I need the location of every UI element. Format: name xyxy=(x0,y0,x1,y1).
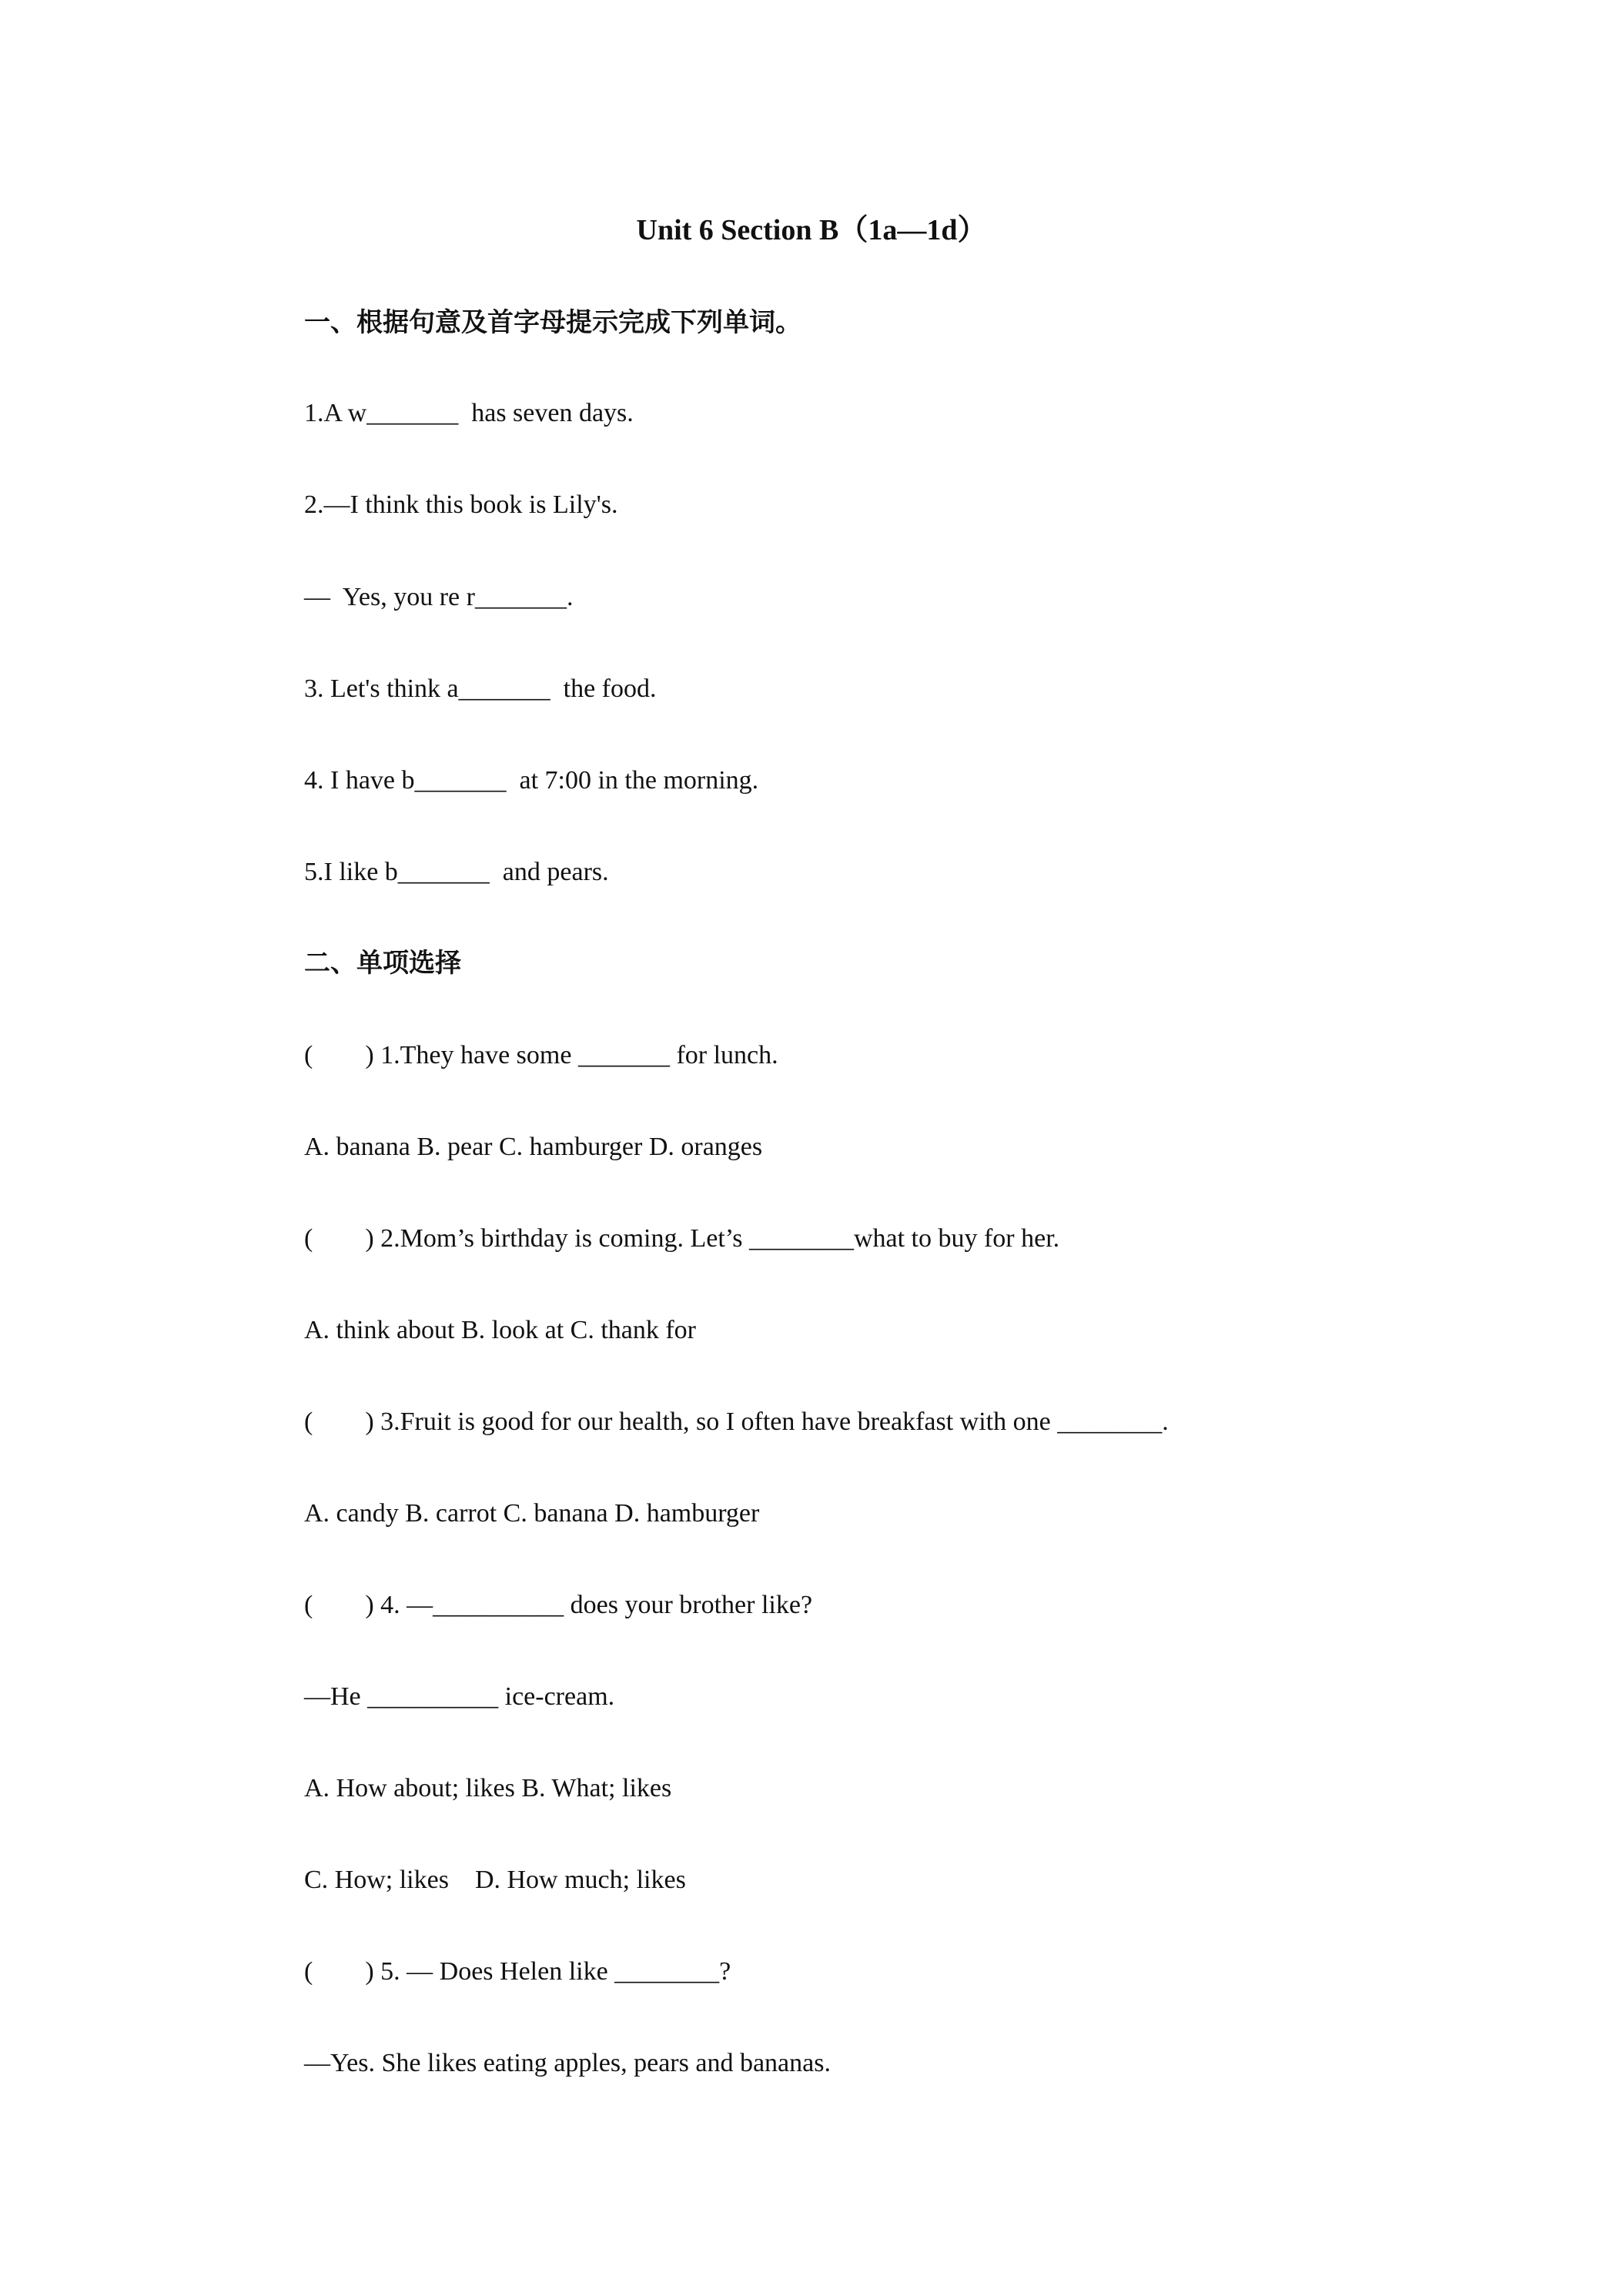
section-1-item: 2.—I think this book is Lily's. xyxy=(304,490,618,519)
section-2-options: A. banana B. pear C. hamburger D. oranges xyxy=(304,1133,763,1161)
section-2-options: A. candy B. carrot C. banana D. hamburger xyxy=(304,1499,760,1528)
section-2-question: ( ) 3.Fruit is good for our health, so I often have breakfast with one ________. xyxy=(304,1407,1169,1436)
section-2-options: C. How; likes D. How much; likes xyxy=(304,1866,686,1894)
section-2-question: —He __________ ice-cream. xyxy=(304,1682,615,1711)
section-1-heading: 一、根据句意及首字母提示完成下列单词。 xyxy=(304,307,801,338)
section-1-item: 1.A w_______ has seven days. xyxy=(304,399,634,427)
section-2-question: ( ) 4. —__________ does your brother like? xyxy=(304,1591,813,1619)
section-2-options: A. How about; likes B. What; likes xyxy=(304,1774,672,1802)
section-1-item: 3. Let's think a_______ the food. xyxy=(304,674,657,703)
section-1-item: 5.I like b_______ and pears. xyxy=(304,858,609,886)
section-2-question: ( ) 5. — Does Helen like ________? xyxy=(304,1957,731,1986)
section-1-item: — Yes, you re r_______. xyxy=(304,583,574,611)
section-2-question: —Yes. She likes eating apples, pears and bananas. xyxy=(304,2049,831,2077)
section-2-options: A. think about B. look at C. thank for xyxy=(304,1316,697,1344)
section-1-item: 4. I have b_______ at 7:00 in the morning. xyxy=(304,766,759,795)
section-2-question: ( ) 2.Mom’s birthday is coming. Let’s ________what to buy for her. xyxy=(304,1224,1060,1253)
page-title: Unit 6 Section B（1a—1d） xyxy=(636,214,987,246)
section-2-heading: 二、单项选择 xyxy=(304,948,461,979)
section-2-question: ( ) 1.They have some _______ for lunch. xyxy=(304,1041,778,1069)
